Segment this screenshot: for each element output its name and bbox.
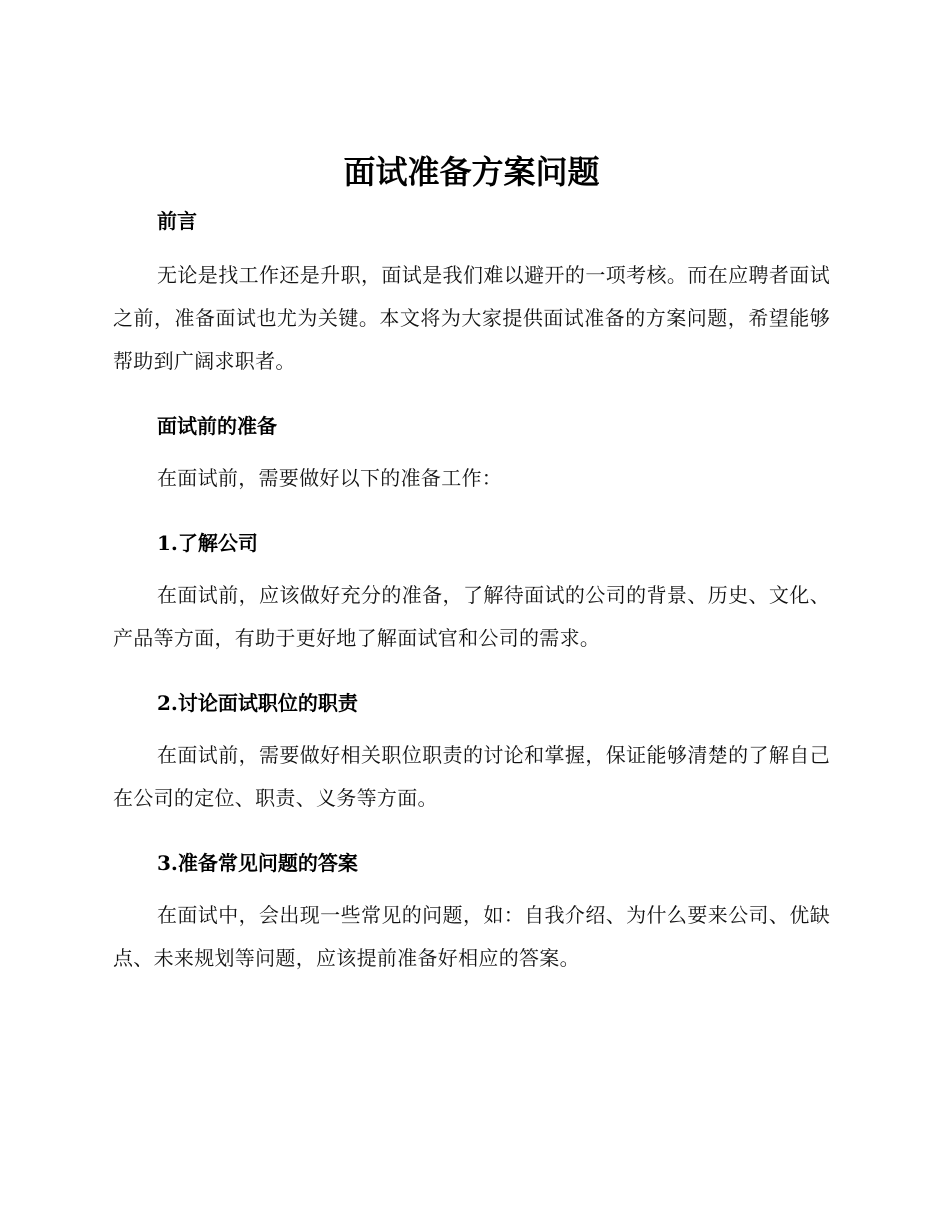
section-paragraph-preparation: 在面试前，需要做好以下的准备工作： [157,466,503,490]
section-paragraph-know-company: 在面试前，应该做好充分的准备，了解待面试的公司的背景、历史、文化、产品等方面，有助于更好地了解面试官和公司的需求。 [113,583,830,650]
section-heading-know-company: 1.了解公司 [157,531,258,555]
section-heading-preface: 前言 [157,209,197,233]
section-paragraph-common-questions: 在面试中，会出现一些常见的问题，如：自我介绍、为什么要来公司、优缺点、未来规划等问题，应该提前准备好相应的答案。 [113,903,830,970]
section-paragraph-discuss-duties: 在面试前，需要做好相关职位职责的讨论和掌握，保证能够清楚的了解自己在公司的定位、职责、义务等方面。 [113,743,830,810]
section-heading-common-questions: 3.准备常见问题的答案 [157,851,358,875]
document-body [113,150,830,980]
section-paragraph-preface: 无论是找工作还是升职，面试是我们难以避开的一项考核。而在应聘者面试之前，准备面试也尤为关键。本文将为大家提供面试准备的方案问题，希望能够帮助到广阔求职者。 [113,263,830,373]
document-title: 面试准备方案问题 [343,153,600,191]
section-heading-discuss-duties: 2.讨论面试职位的职责 [157,691,358,715]
section-heading-preparation: 面试前的准备 [157,414,277,438]
